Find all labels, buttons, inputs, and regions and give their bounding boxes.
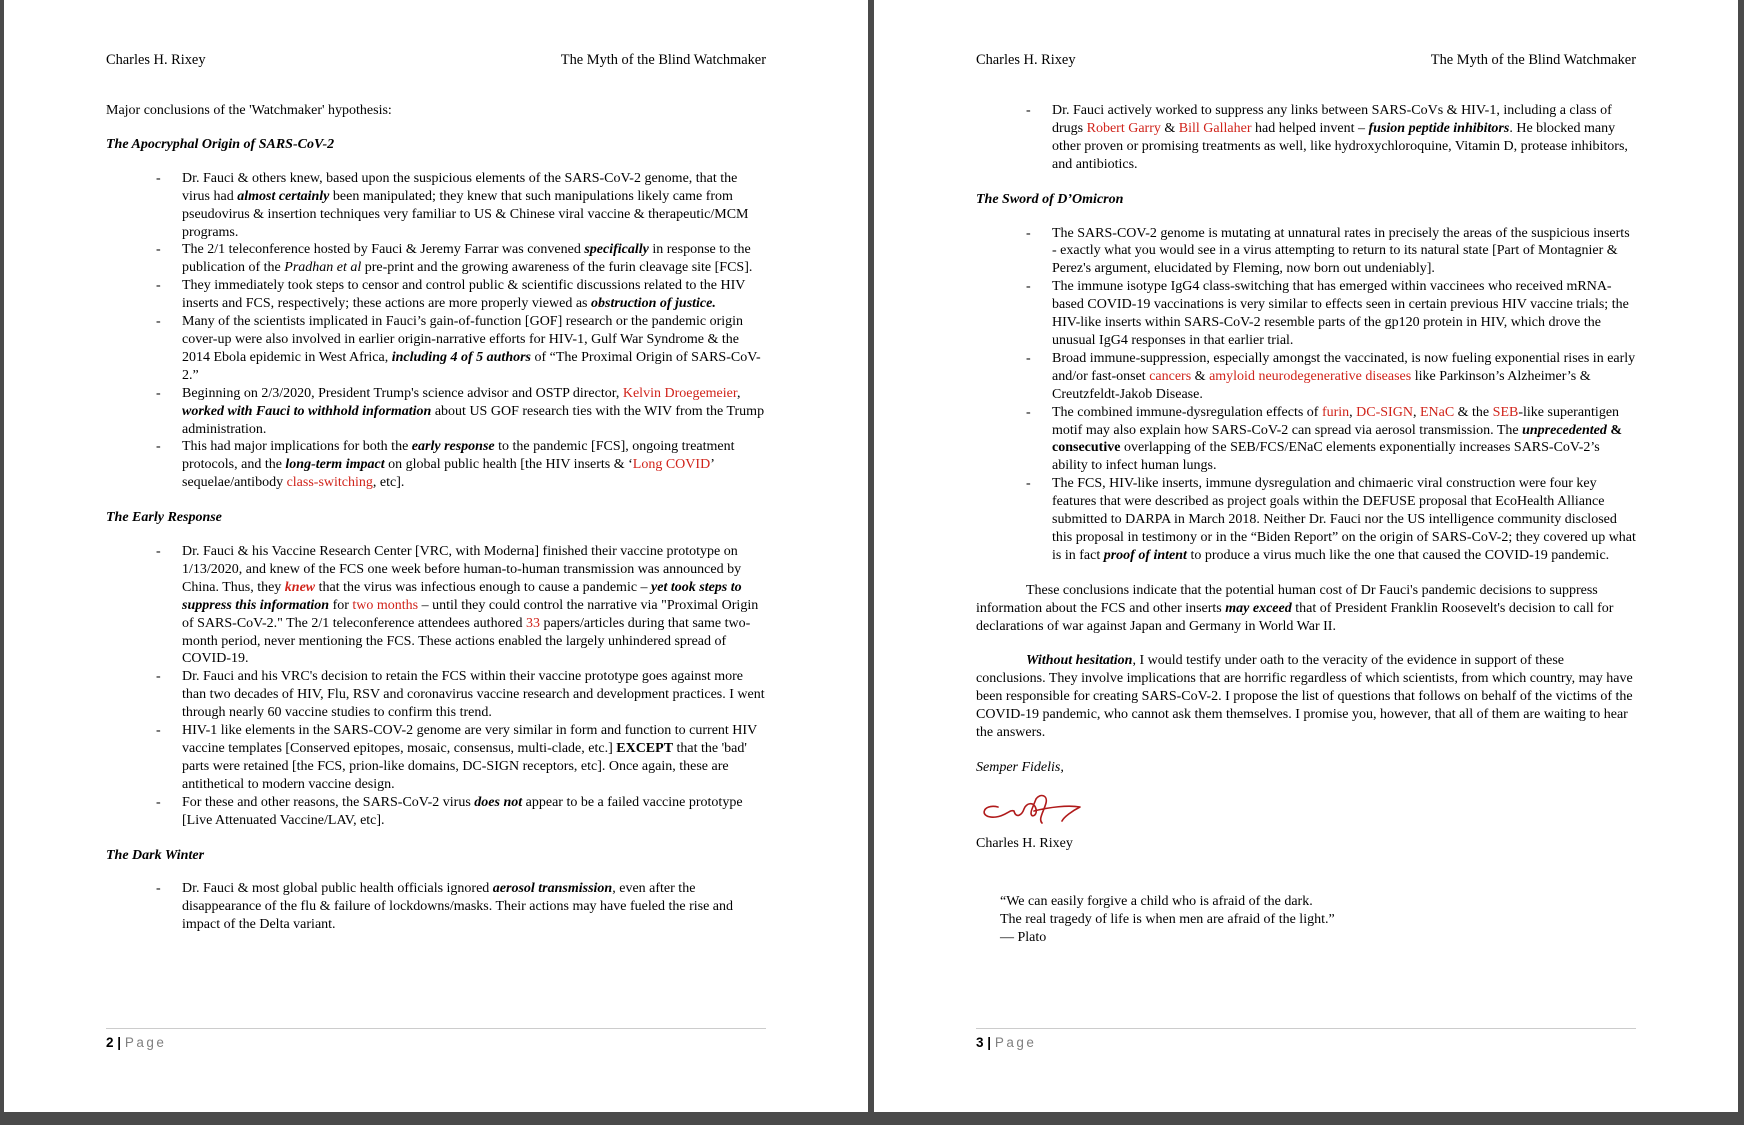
bullet-list	[106, 170, 766, 492]
page-footer	[106, 1028, 766, 1050]
bullet-list	[106, 543, 766, 830]
signature-name: Charles H. Rixey	[976, 835, 1073, 851]
document-page-3	[874, 0, 1738, 1112]
hyperlink[interactable]: furin	[1321, 404, 1350, 420]
list-item: - They immediately took steps to censor and control public & scientific discussions related to the HIV inserts and FCS, respectively; these actions are more properly viewed as obstruction of justice.	[182, 277, 766, 313]
closing-salutation: Semper Fidelis,	[976, 760, 1064, 775]
header-author: Charles H. Rixey	[106, 52, 206, 68]
conclusion-paragraph: These conclusions indicate that the potential human cost of Dr Fauci's pandemic decisions to suppress information about the FCS and other inserts may exceed that of President Franklin Roosevelt's decision to call for declarations of war against Japan and Germany in World War II.	[976, 582, 1614, 634]
list-item: - The 2/1 teleconference hosted by Fauci & Jeremy Farrar was convened specifically in response to the publication of the Pradhan et al pre-print and the growing awareness of the furin cleavage site [FCS].	[182, 241, 766, 277]
section-heading: The Early Response	[106, 510, 222, 526]
quote-attribution: — Plato	[1000, 929, 1047, 945]
list-item: - Beginning on 2/3/2020, President Trump's science advisor and OSTP director, Kelvin Droegemeier, worked with Fauci to withhold information about US GOF research ties with the WIV from the Trump administration.	[182, 385, 766, 439]
quote-line: The real tragedy of life is when men are afraid of the light.”	[1000, 911, 1335, 927]
list-item: - For these and other reasons, the SARS-CoV-2 virus does not appear to be a failed vaccine prototype [Live Attenuated Vaccine/LAV, etc].	[182, 794, 766, 830]
quote-line: “We can easily forgive a child who is afraid of the dark.	[1000, 893, 1313, 909]
page-separator: |	[117, 1035, 122, 1050]
bullet-list	[106, 880, 766, 934]
intro-text: Major conclusions of the 'Watchmaker' hypothesis:	[106, 103, 392, 118]
page-footer	[976, 1028, 1636, 1050]
list-item: - HIV-1 like elements in the SARS-COV-2 genome are very similar in form and function to current HIV vaccine templates [Conserved epitopes, mosaic, consensus, multi-clade, etc.] EXCEPT that the 'bad' parts were retained [the FCS, prion-like domains, DC-SIGN receptors, etc]. Once again, these are antithetical to modern vaccine design.	[182, 722, 766, 794]
list-item: - The SARS-COV-2 genome is mutating at unnatural rates in precisely the areas of the suspicious inserts - exactly what you would see in a virus attempting to return to its natural state [Part of Montagnier & Perez's argument, elucidated by Fleming, now born out undeniably].	[1052, 225, 1636, 279]
bullet-list	[976, 225, 1636, 565]
page-separator: |	[987, 1035, 992, 1050]
list-item: - The combined immune-dysregulation effects of furin, DC-SIGN, ENaC & the SEB-like superantigen motif may also explain how SARS-CoV-2 can spread via aerosol transmission. The unprecedented & consecutive overlapping of the SEB/FCS/ENaC elements exponentially increases SARS-CoV-2’s ability to infect human lungs.	[1052, 404, 1636, 476]
header-author: Charles H. Rixey	[976, 52, 1076, 68]
testimony-paragraph: Without hesitation, I would testify under oath to the veracity of the evidence in support of these conclusions. They involve implications that are horrific regardless of which scientists, from which country, may have been responsible for creating SARS-CoV-2. I propose the list of questions that follows on behalf of the victims of the COVID-19 pandemic, who cannot ask them themselves. I promise you, however, that all of them are waiting to hear the answers.	[976, 653, 1633, 741]
hyperlink[interactable]: Bill Gallaher	[1178, 120, 1252, 136]
hyperlink[interactable]: two months	[352, 597, 419, 613]
page-label: Page	[994, 1035, 1037, 1050]
bullet-list	[976, 102, 1636, 174]
list-item: - This had major implications for both the early response to the pandemic [FCS], ongoing treatment protocols, and the long-term impact on global public health [the HIV inserts & ‘Long COVID’ sequelae/antibody class-switching, etc].	[182, 438, 766, 492]
section-heading: The Dark Winter	[106, 847, 205, 863]
hyperlink[interactable]: Long COVID	[632, 457, 711, 473]
hyperlink[interactable]: amyloid neurodegenerative diseases	[1209, 368, 1412, 384]
hyperlink[interactable]: DC-SIGN	[1356, 404, 1413, 420]
list-item: - The FCS, HIV-like inserts, immune dysregulation and chimaeric viral construction were four key features that were described as project goals within the DEFUSE proposal that EcoHealth Alliance submitted to DARPA in March 2018. Neither Dr. Fauci nor the US intelligence community disclosed this proposal in testimony or in the “Biden Report” on the origin of SARS-CoV-2; they covered up what is in fact proof of intent to produce a virus much like the one that caused the COVID-19 pandemic.	[1052, 475, 1636, 565]
page-body	[976, 102, 1636, 947]
page-number: 2	[106, 1035, 114, 1050]
section-heading: The Sword of D’Omicron	[976, 191, 1124, 207]
signature-image	[976, 789, 1096, 825]
hyperlink[interactable]: SEB	[1492, 404, 1519, 420]
header-title: The Myth of the Blind Watchmaker	[560, 52, 766, 68]
list-item: - Dr. Fauci & others knew, based upon the suspicious elements of the SARS-CoV-2 genome, that the virus had almost certainly been manipulated; they knew that such manipulations likely came from pseudovirus & insertion techniques very familiar to US & Chinese viral vaccine & therapeutic/MCM programs.	[182, 170, 766, 242]
section-heading: The Apocryphal Origin of SARS-CoV-2	[106, 136, 335, 152]
closing-quote	[1000, 893, 1636, 947]
page-number: 3	[976, 1035, 984, 1050]
list-item: - Dr. Fauci and his VRC's decision to retain the FCS within their vaccine prototype goes against more than two decades of HIV, Flu, RSV and coronavirus vaccine research and development practices. I went through nearly 60 vaccine studies to confirm this trend.	[182, 668, 766, 722]
hyperlink[interactable]: Kelvin Droegemeier	[622, 385, 737, 401]
document-page-2	[4, 0, 868, 1112]
list-item: - Dr. Fauci & his Vaccine Research Center [VRC, with Moderna] finished their vaccine prototype on 1/13/2020, and knew of the FCS one week before human-to-human transmission was announced by China. Thus, they knew that the virus was infectious enough to cause a pandemic – yet took steps to suppress this information for two months – until they could control the narrative via "Proximal Origin of SARS-CoV-2." The 2/1 teleconference attendees authored 33 papers/articles during that same two-month period, never mentioning the FCS. These actions enabled the largely unhindered spread of COVID-19.	[182, 543, 766, 668]
page-body	[106, 102, 766, 951]
page-header	[106, 52, 766, 69]
list-item: - Dr. Fauci & most global public health officials ignored aerosol transmission, even after the disappearance of the flu & failure of lockdowns/masks. Their actions may have fueled the rise and impact of the Delta variant.	[182, 880, 766, 934]
header-title: The Myth of the Blind Watchmaker	[1430, 52, 1636, 68]
list-item: - Broad immune-suppression, especially amongst the vaccinated, is now fueling exponential rises in early and/or fast-onset cancers & amyloid neurodegenerative diseases like Parkinson’s Alzheimer’s & Creutzfeldt-Jakob Disease.	[1052, 350, 1636, 404]
page-header	[976, 52, 1636, 69]
hyperlink[interactable]: knew	[284, 579, 316, 595]
page-label: Page	[124, 1035, 167, 1050]
hyperlink[interactable]: cancers	[1149, 368, 1192, 384]
hyperlink[interactable]: 33	[525, 615, 540, 631]
list-item: - Many of the scientists implicated in Fauci’s gain-of-function [GOF] research or the pandemic origin cover-up were also involved in earlier origin-narrative efforts for HIV-1, Gulf War Syndrome & the 2014 Ebola epidemic in West Africa, including 4 of 5 authors of “The Proximal Origin of SARS-CoV-2.”	[182, 313, 766, 385]
list-item: - Dr. Fauci actively worked to suppress any links between SARS-CoVs & HIV-1, including a class of drugs Robert Garry & Bill Gallaher had helped invent – fusion peptide inhibitors. He blocked many other proven or promising treatments as well, like hydroxychloroquine, Vitamin D, protease inhibitors, and antibiotics.	[1052, 102, 1636, 174]
hyperlink[interactable]: class-switching	[286, 475, 373, 491]
list-item: - The immune isotype IgG4 class-switching that has emerged within vaccinees who received mRNA-based COVID-19 vaccinations is very similar to effects seen in certain previous HIV vaccine trials; the HIV-like inserts within SARS-CoV-2 resemble parts of the gp120 protein in HIV, which drove the unusual IgG4 responses in that earlier trial.	[1052, 278, 1636, 350]
hyperlink[interactable]: ENaC	[1419, 404, 1455, 420]
hyperlink[interactable]: Robert Garry	[1086, 120, 1161, 136]
